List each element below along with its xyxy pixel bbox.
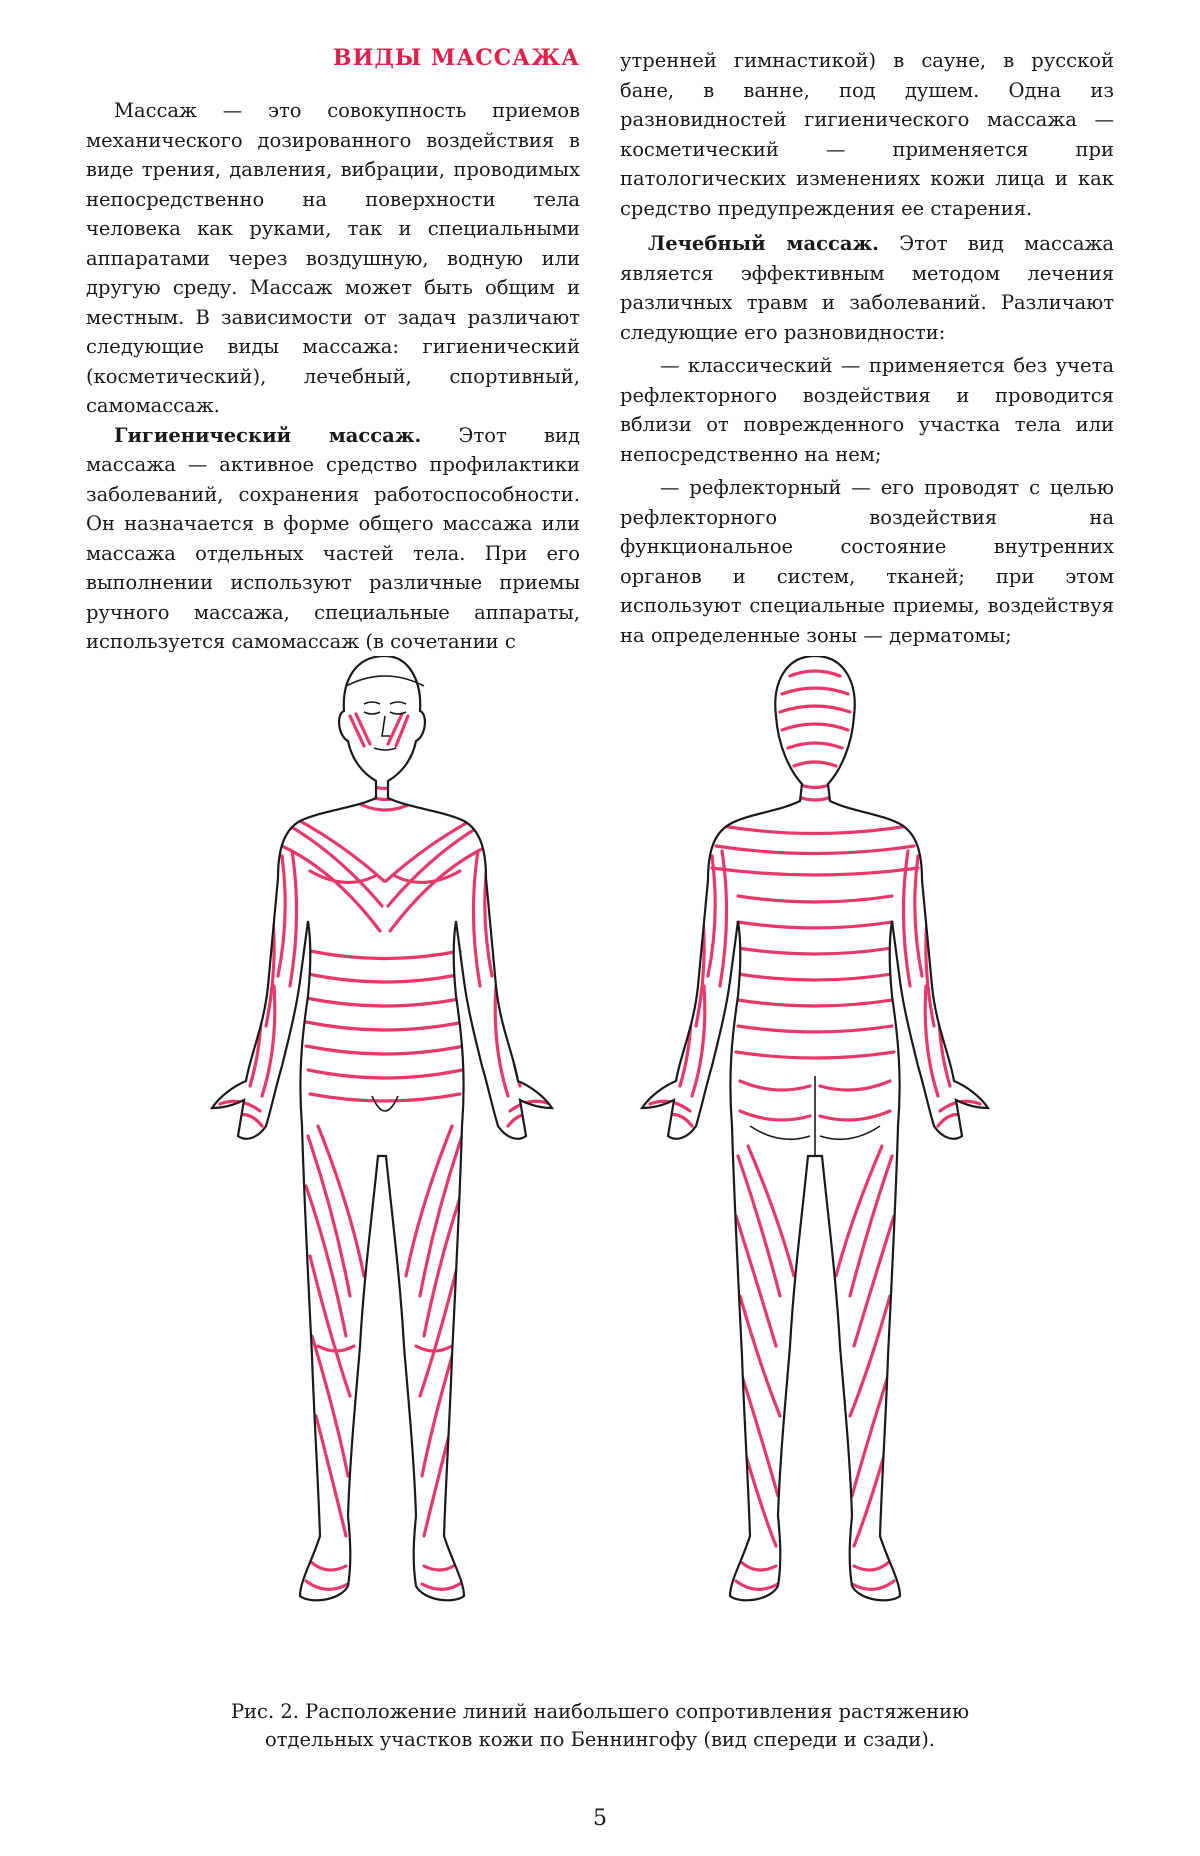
therapeutic-massage-heading: Лечебный массаж. — [648, 232, 879, 255]
section-title: ВИДЫ МАССАЖА — [332, 45, 580, 71]
classic-massage-item: — классический — применяется без учета рефлекторного воздействия и проводится вблизи от поврежденного участка тела или непосредственно на нем; — [620, 354, 1114, 466]
hygienic-massage-paragraph — [86, 421, 580, 657]
therapeutic-massage-text: Этот вид массажа является эффективным методом лечения различных травм и заболеваний. Различают следующие его разновидности: — [620, 232, 1115, 344]
body-figure — [150, 656, 1050, 1666]
caption-line-1: Рис. 2. Расположение линий наибольшего сопротивления растяжению — [230, 1700, 970, 1723]
hygienic-massage-heading: Гигиенический массаж. — [114, 423, 422, 447]
skin-tension-lines-illustration — [150, 656, 1050, 1666]
page-number: 5 — [593, 1806, 607, 1831]
reflex-massage-item: — рефлекторный — его проводят с целью рефлекторного воздействия на функциональное состояние внутренних органов и систем, тканей; при этом используют специальные приемы, воздействуя на определенные зоны — дерматомы; — [620, 476, 1114, 647]
front-body-outline — [212, 656, 552, 1600]
right-column — [620, 46, 1114, 650]
front-tension-lines — [220, 714, 550, 1589]
left-column — [86, 44, 580, 657]
hygienic-continued-paragraph: утренней гимнастикой) в сауне, в русской бане, в ванне, под душем. Одна из разновидностей гигиенического массажа — косметический — применяется при патологических изменениях кожи лица и как средство предупреждения ее старения. — [620, 49, 1114, 220]
hygienic-massage-text: Этот вид массажа — активное средство профилактики заболеваний, сохранения работоспособности. Он назначается в форме общего массажа или массажа отдельных частей тела. При его выполнении используют различные приемы ручного массажа, специальные аппараты, используется самомассаж (в сочетании с — [86, 423, 580, 653]
therapeutic-massage-paragraph — [620, 229, 1114, 347]
front-face-details — [346, 676, 424, 1111]
caption-line-2: отдельных участков кожи по Беннингофу (вид спереди и сзади). — [265, 1728, 935, 1751]
intro-paragraph: Массаж — это совокупность приемов механического дозированного воздействия в виде трения, давления, вибрации, проводимых непосредственно на поверхности тела человека как руками, так и специальными аппаратами через воздушную, водную или другую среду. Массаж может быть общим и местным. В зависимости от задач различают следующие виды массажа: гигиенический (косметический), лечебный, спортивный, самомассаж. — [86, 99, 580, 417]
figure-caption — [150, 1698, 1050, 1754]
